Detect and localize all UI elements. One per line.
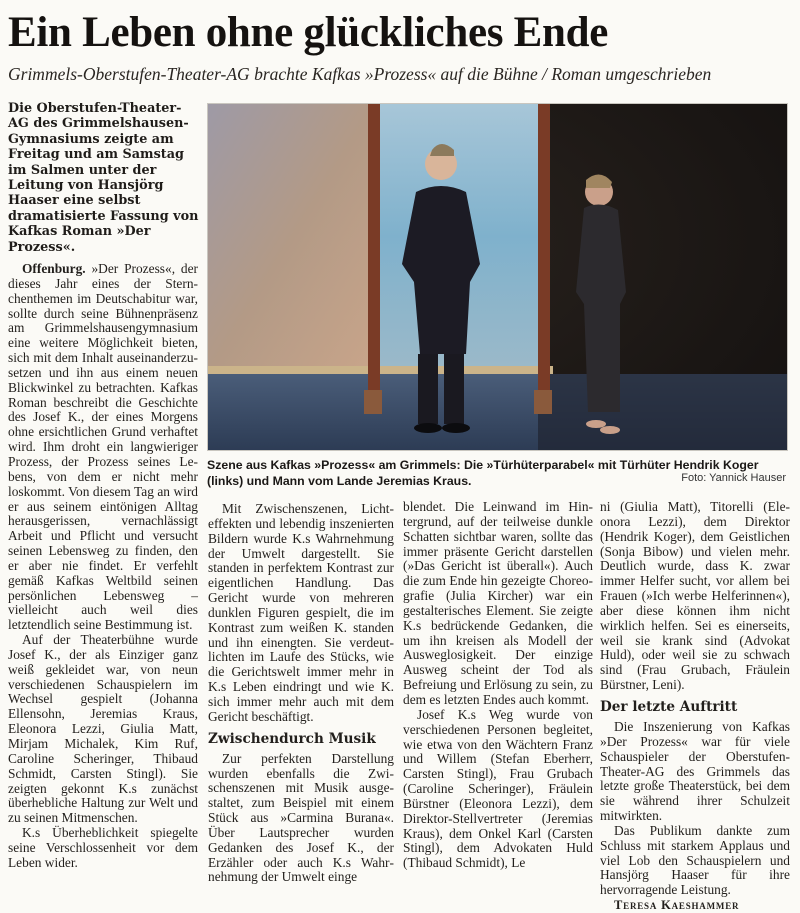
body-paragraph: Das Publikum dankte zum Schluss mit starkem Applaus und viel Lob den Schauspielern und Hansjörg Haaser für ihre hervorragende Leistung. [600,822,790,898]
article-column-1 [8,262,198,871]
body-text: »Der Prozess«, der dieses Jahr eines der Sternchenthemen im Deutschabitur war, sollte durch seine Bühnenpräsenz am Grimmelshausengymnasium eine weitere Möglichkeit bieten, sich mit dem Inhalt auseinanderzusetzen und ihn aus einem neuen Blickwinkel zu betrachten. Kafkas Roman beschreibt die Geschichte des Josef K., der eines Morgens ohne ersichtlichen Grund verhaftet wird. Ihm droht ein langwieriger Prozess, der Prozess seines Lebens, von dem er nicht mehr loskommt. Von diesem Tag an wird er aus seinem eintönigen Alltag herausgerissen, vernachlässigt Arbeit und Pflicht und versucht seinen Lebensweg zu finden, den er aber nie findet. Er verfehlt gemäß Kafkas Weltbild seinen persönlichen Lebensweg – vielleicht auch weil dies letztendlich seine Bestimmung ist. [8,261,198,633]
photo-caption: Szene aus Kafkas »Prozess« am Grimmels: Die »Türhüterparabel« mit Türhüter Hendrik Koger (links) und Mann vom Lande Jeremias Kraus. [207,458,759,488]
stage-photo [207,103,788,451]
body-paragraph: blendet. Die Leinwand im Hintergrund, auf der teilweise dunkle Schatten sichtbar waren, sollte das immer präsente Gericht darstellen (»Das Gericht ist überall«). Auch die zum Ende hin gezeigte Choreografie (Julia Kircher) war ein gestalterisches Element. Sie zeigte K.s bedrückende Gedanken, die um ihn kreisen als Modell der Ausweglosigkeit. Der einzige Ausweg scheint der Tod als Befreiung und Erlösung zu sein, zu dem es letzten Endes auch kommt. [403,499,593,707]
body-paragraph: Mit Zwischenszenen, Lichteffekten und lebendig inszenierten Bildern wurde K.s Wahrnehmung der Umwelt dargestellt. Sie standen in perfektem Kontrast zur eigentlichen Handlung. Das Gericht wurde von mehreren dunklen Figuren gespielt, die im Kontrast zum weißen K. standen und ihn einengten. Sie verdeutlichten im Laufe des Stücks, wie die Gerichtswelt immer mehr in K.s Leben eindringt und wie K. sich immer mehr auch mit dem Gericht beschäftigt. [208,501,394,724]
article-column-2 [208,502,394,885]
body-paragraph: Auf der Theaterbühne wurde Josef K., der als Einziger ganz weiß gekleidet war, von neun verschiedenen Schauspielern im Wechsel gespielt (Johanna Ellensohn, Jeremias Kraus, Eleonora Lezzi, Giulia Matt, Mirjam Michalek, Kim Ruf, Caroline Scheringer, Thibaud Schmidt, Carsten Stingl). Sie zeigten gekonnt K.s zunächst überhebliche Haltung zur Welt und zu seinen Mitmenschen. [8,632,198,826]
lead-paragraph: Die Oberstufen-Theater-AG des Grimmelshausen-Gymnasiums zeigte am Freitag und am Samstag im Salmen unter der Leitung von Hansjörg Haaser eine selbst dramatisierte Fassung von Kafkas Roman »Der Prozess«. [8,101,199,255]
body-paragraph: ni (Giulia Matt), Titorelli (Eleonora Lezzi), dem Direktor (Hendrik Koger), dem Geistlichen (Sonja Bibow) und vielen mehr. Deutlich wurde, dass K. zwar immer Helfer sucht, vor allem bei Frauen (»Ich werbe Helferinnen«), aber diese können ihm nicht wirklich helfen. Sei es einerseits, weil sie krank sind (Advokat Huld), oder weil sie zu schwach sind (Frau Grubach, Fräulein Bürstner, Leni). [600,499,790,693]
body-paragraph: Die Inszenierung von Kafkas »Der Prozess« war für viele Schauspieler der Oberstufen-Theater-AG des Grimmels das letzte große Theaterstück, bei dem sie während ihrer Schulzeit mitwirkten. [600,718,790,824]
dateline: Offenburg. [22,261,86,276]
section-heading: Der letzte Auftritt [600,698,738,715]
photo-credit: Foto: Yannick Hauser [681,472,786,484]
article-column-3 [403,500,593,871]
body-paragraph: Josef K.s Weg wurde von verschiedenen Personen begleitet, wie etwa von den Wächtern Franz und Willem (Stefan Eberherr, Carsten Stingl), Frau Grubach (Caroline Scheringer), Fräulein Bürstner (Eleonora Lezzi), dem Direktor-Stellvertreter (Jeremias Kraus), dem Onkel Karl (Carsten Stingl), dem Advokaten Huld (Thibaud Schmidt), Le [403,706,593,871]
subheadline: Grimmels-Oberstufen-Theater-AG brachte Kafkas »Prozess« auf die Bühne / Roman umgeschrieben [8,64,712,84]
stage-scene-illustration [208,104,787,450]
author-byline: Teresa Kaeshammer [614,898,740,913]
body-paragraph: K.s Überheblichkeit spiegelte seine Verschlossenheit vor dem Leben wider. [8,825,198,870]
body-paragraph [8,262,198,633]
section-heading: Zwischendurch Musik [208,730,376,747]
body-paragraph: Zur perfekten Darstellung wurden ebenfalls die Zwischenszenen mit Musik ausgestaltet, zum Beispiel mit einem Stück aus »Carmina Burana«. Über Lautsprecher wurden Gedanken des Josef K., der Erzähler oder auch K.s Wahrnehmung der Umwelt einge [208,750,394,885]
article-column-4 [600,500,790,913]
headline: Ein Leben ohne glückliches Ende [8,9,609,56]
